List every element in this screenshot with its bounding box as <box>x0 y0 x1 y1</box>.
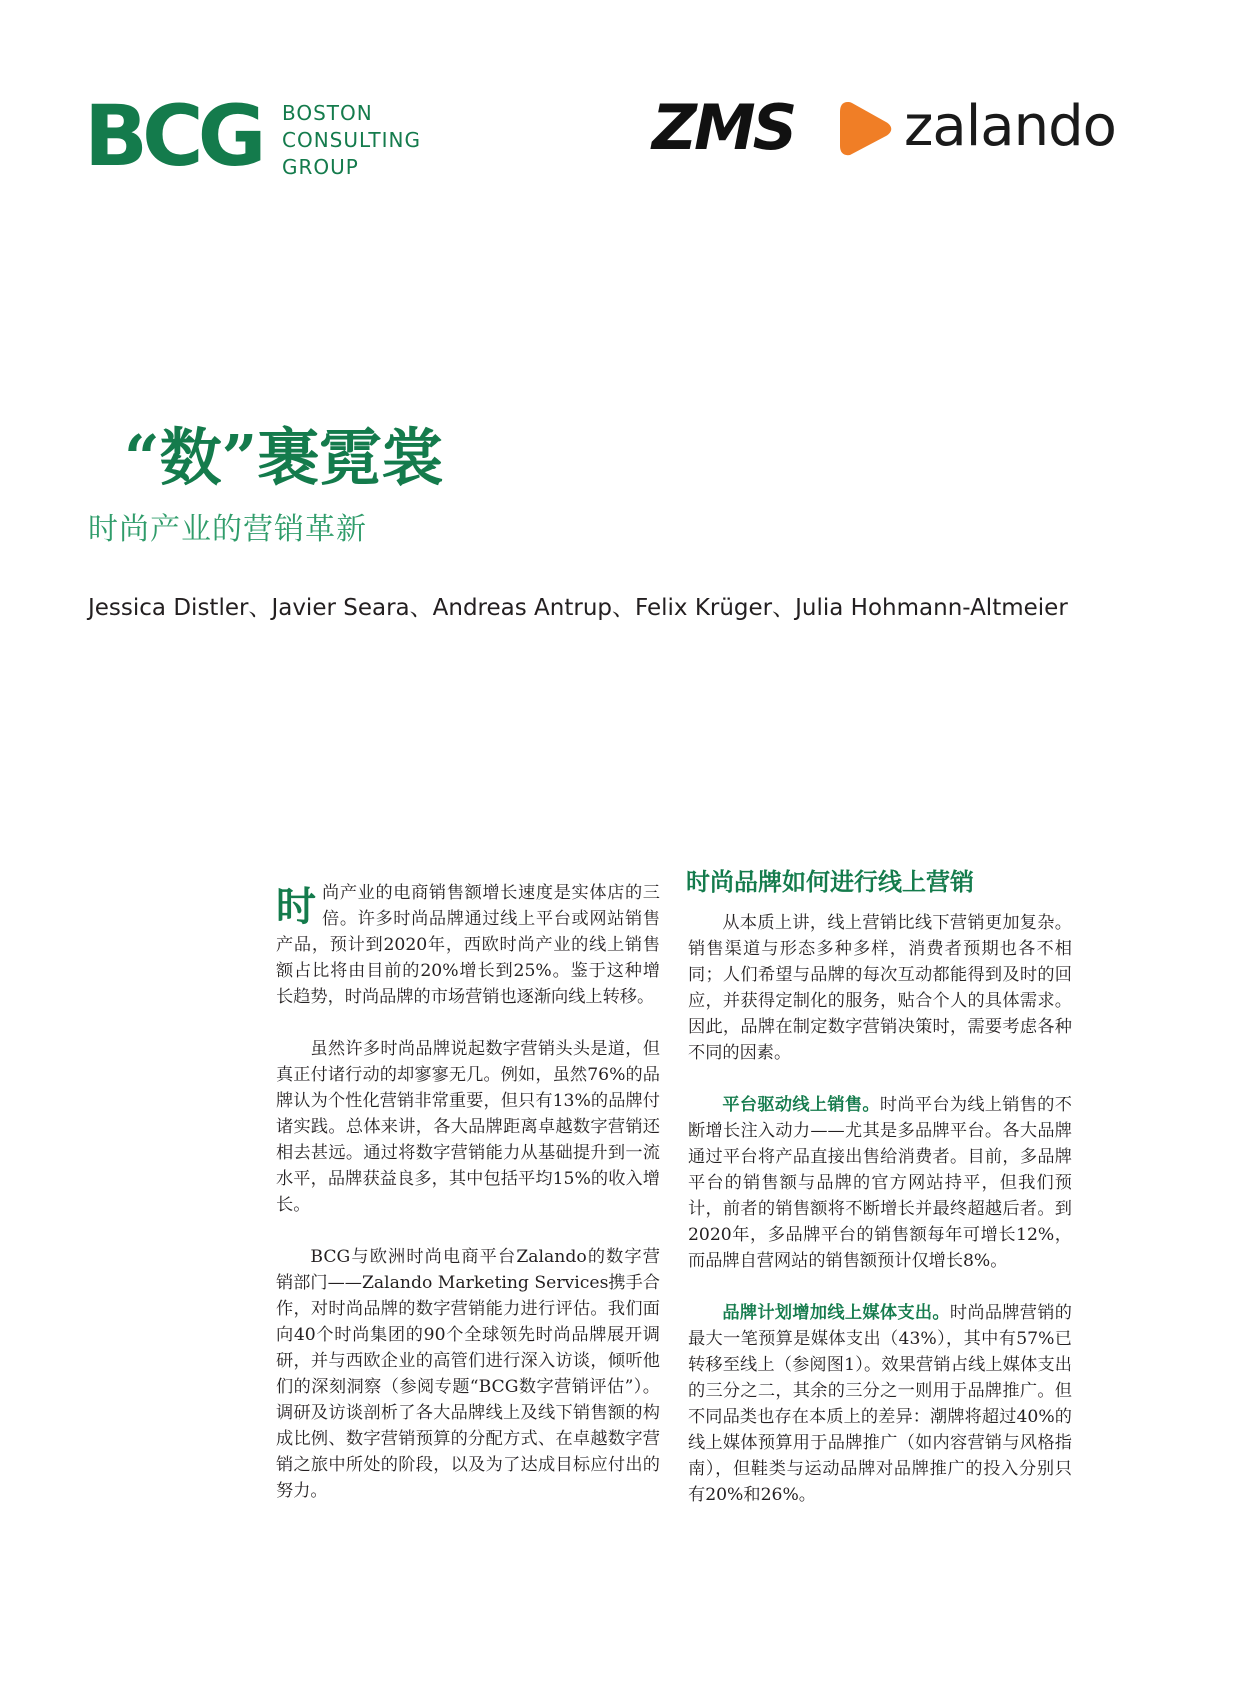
intro-text: 尚产业的电商销售额增长速度是实体店的三倍。许多时尚品牌通过线上平台或网站销售产品，预计到2020年，西欧时尚产业的线上销售额占比将由目前的20%增长到25%。鉴于这种增长趋势，时尚品牌的市场营销也逐渐向线上转移。 <box>276 883 660 1007</box>
text-platform-sales: 时尚平台为线上销售的不断增长注入动力——尤其是多品牌平台。各大品牌通过平台将产品直接出售给消费者。目前，多品牌平台的销售额与品牌的官方网站持平，但我们预计，前者的销售额将不断增长并最终超越后者。到2020年，多品牌平台的销售额每年可增长12%，而品牌自营网站的销售额预计仅增长8%。 <box>688 1095 1072 1271</box>
bcg-logo-wordmark <box>282 100 421 181</box>
lead-media-spend: 品牌计划增加线上媒体支出。 <box>722 1303 950 1323</box>
zalando-play-icon <box>838 100 894 158</box>
drop-cap: 时 <box>276 884 316 930</box>
bcg-logo-mark: BCG <box>84 87 261 185</box>
paragraph-platform-sales <box>688 1092 1072 1274</box>
bcg-word-group: GROUP <box>282 155 359 179</box>
zalando-logo: zalando <box>904 94 1116 159</box>
paragraph-media-spend <box>688 1300 1072 1508</box>
bcg-word-boston: BOSTON <box>282 101 373 125</box>
page-title: “数”裹霓裳 <box>124 421 444 494</box>
bcg-word-consulting: CONSULTING <box>282 128 421 152</box>
authors-line: Jessica Distler、Javier Seara、Andreas Antrup、Felix Krüger、Julia Hohmann-Altmeier <box>88 595 1068 621</box>
paragraph-digital-marketing-gap: 虽然许多时尚品牌说起数字营销头头是道，但真正付诸行动的却寥寥无几。例如，虽然76%的品牌认为个性化营销非常重要，但只有13%的品牌付诸实践。总体来讲，各大品牌距离卓越数字营销还相去甚远。通过将数字营销能力从基础提升到一流水平，品牌获益良多，其中包括平均15%的收入增长。 <box>276 1039 660 1215</box>
section-heading: 时尚品牌如何进行线上营销 <box>686 867 974 896</box>
page-subtitle: 时尚产业的营销革新 <box>88 512 367 547</box>
intro-paragraph <box>276 880 660 1010</box>
text-media-spend: 时尚品牌营销的最大一笔预算是媒体支出（43%），其中有57%已转移至线上（参阅图1）。效果营销占线上媒体支出的三分之二，其余的三分之一则用于品牌推广。但不同品类也存在本质上的差异：潮牌将超过40%的线上媒体预算用于品牌推广（如内容营销与风格指南），但鞋类与运动品牌对品牌推广的投入分别只有20%和26%。 <box>688 1303 1072 1505</box>
paragraph-online-complexity: 从本质上讲，线上营销比线下营销更加复杂。销售渠道与形态多种多样，消费者预期也各不相同；人们希望与品牌的每次互动都能得到及时的回应，并获得定制化的服务，贴合个人的具体需求。因此，品牌在制定数字营销决策时，需要考虑各种不同的因素。 <box>688 913 1072 1063</box>
right-column <box>688 866 1072 1534</box>
left-column <box>276 880 660 1530</box>
lead-platform-sales: 平台驱动线上销售。 <box>722 1095 880 1115</box>
zms-logo: ZMS <box>652 91 795 164</box>
paragraph-bcg-zalando-study: BCG与欧洲时尚电商平台Zalando的数字营销部门——Zalando Marketing Services携手合作，对时尚品牌的数字营销能力进行评估。我们面向40个时尚集团的90个全球领先时尚品牌展开调研，并与西欧企业的高管们进行深入访谈，倾听他们的深刻洞察（参阅专题“BCG数字营销评估”）。调研及访谈剖析了各大品牌线上及线下销售额的构成比例、数字营销预算的分配方式、在卓越数字营销之旅中所处的阶段，以及为了达成目标应付出的努力。 <box>276 1247 660 1501</box>
